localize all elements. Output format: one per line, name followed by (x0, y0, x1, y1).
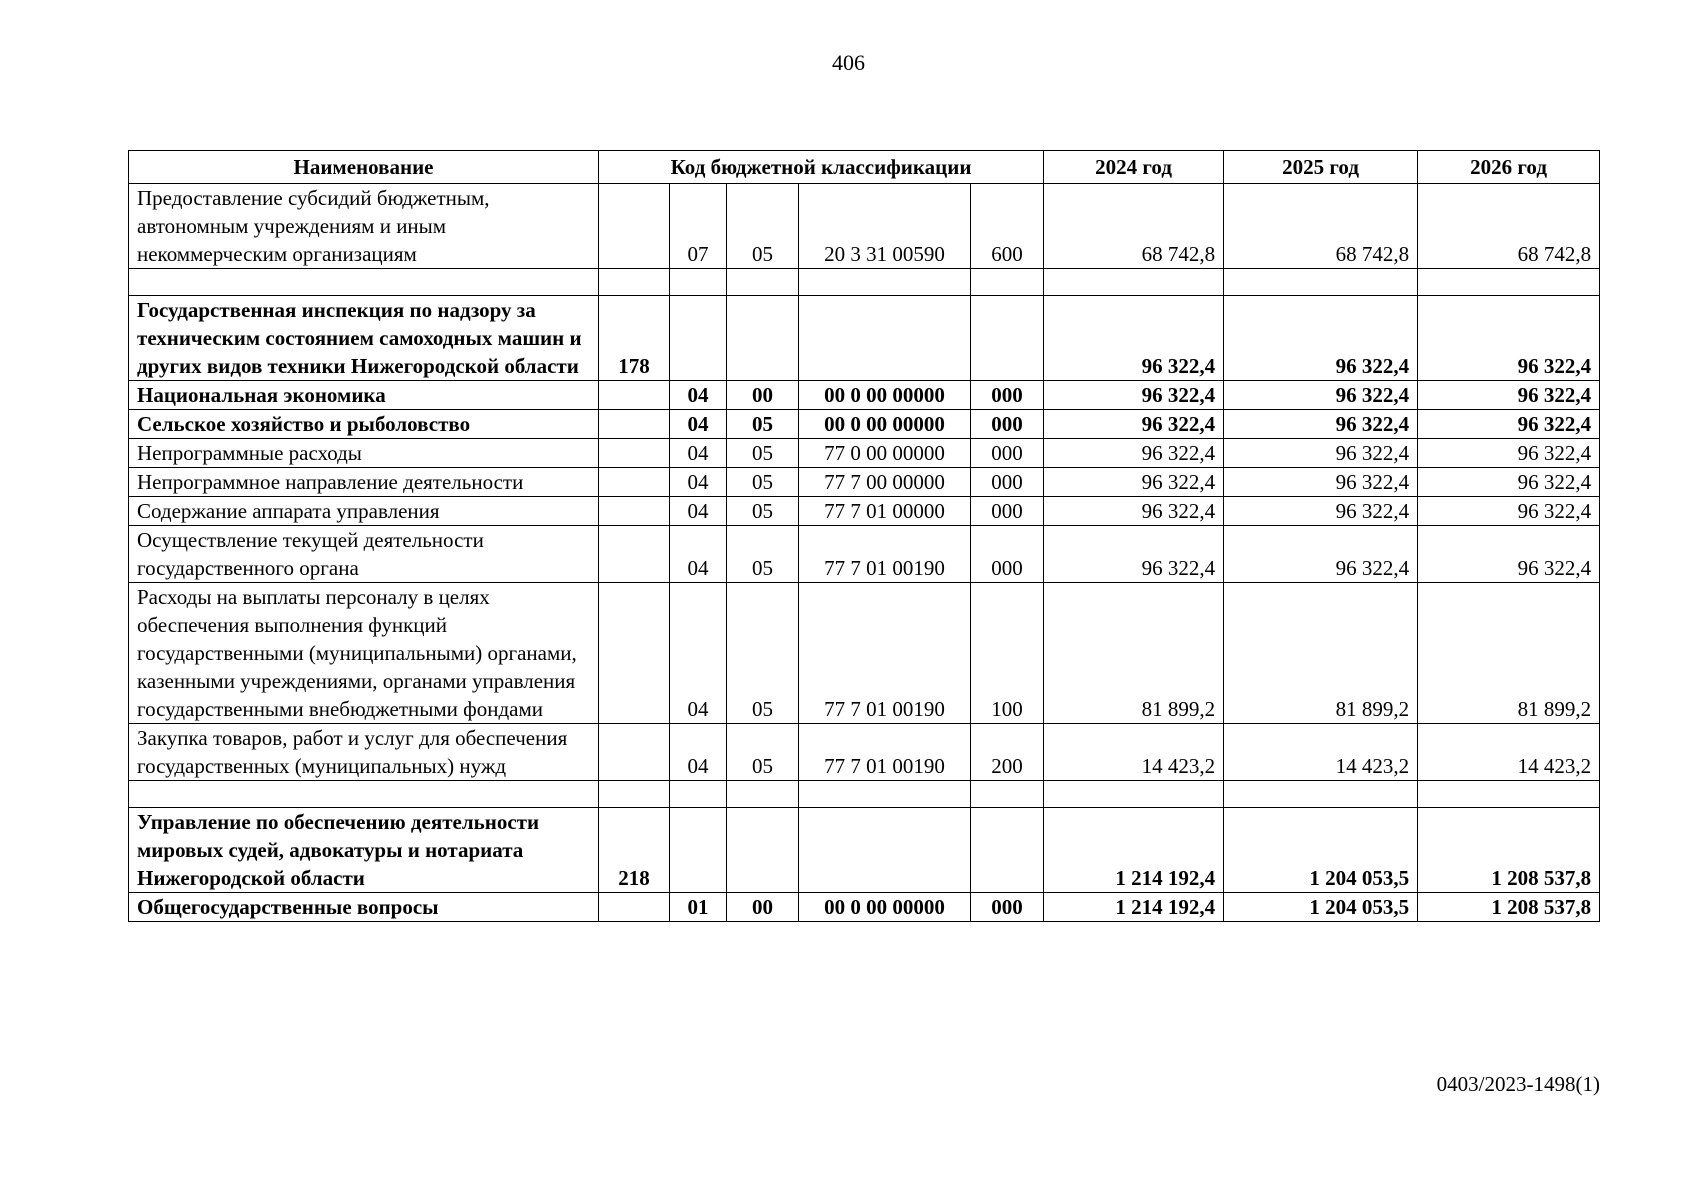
row-vr: 000 (971, 381, 1044, 410)
row-2025: 68 742,8 (1224, 184, 1418, 269)
row-2025: 14 423,2 (1224, 724, 1418, 781)
row-csr: 00 0 00 00000 (799, 893, 971, 922)
row-pr: 05 (727, 724, 799, 781)
row-csr (799, 808, 971, 893)
row-name: Закупка товаров, работ и услуг для обеспечения государственных (муниципальных) нужд (129, 724, 599, 781)
row-rz: 04 (670, 526, 727, 583)
budget-table (128, 150, 1600, 922)
row-rz: 04 (670, 583, 727, 724)
row-csr: 77 7 01 00000 (799, 497, 971, 526)
row-2025: 96 322,4 (1224, 526, 1418, 583)
row-2026: 81 899,2 (1418, 583, 1600, 724)
row-rz: 04 (670, 724, 727, 781)
row-2025: 96 322,4 (1224, 468, 1418, 497)
row-vr: 200 (971, 724, 1044, 781)
page-number: 406 (832, 50, 865, 75)
header-code: Код бюджетной классификации (599, 151, 1044, 184)
row-2026: 96 322,4 (1418, 468, 1600, 497)
row-2024: 96 322,4 (1044, 497, 1224, 526)
row-vr: 000 (971, 526, 1044, 583)
row-pr (727, 808, 799, 893)
row-rz: 04 (670, 381, 727, 410)
row-csr: 00 0 00 00000 (799, 410, 971, 439)
table-row (129, 439, 1600, 468)
header-2024: 2024 год (1044, 151, 1224, 184)
row-name: Сельское хозяйство и рыболовство (129, 410, 599, 439)
row-vr: 000 (971, 497, 1044, 526)
row-2025: 96 322,4 (1224, 296, 1418, 381)
row-ved (599, 410, 670, 439)
table-row (129, 893, 1600, 922)
spacer-row (129, 781, 1600, 808)
row-2026: 96 322,4 (1418, 381, 1600, 410)
row-2026: 96 322,4 (1418, 526, 1600, 583)
table-row (129, 468, 1600, 497)
row-2024: 96 322,4 (1044, 296, 1224, 381)
row-2024: 96 322,4 (1044, 381, 1224, 410)
row-vr: 000 (971, 468, 1044, 497)
table-row (129, 583, 1600, 724)
row-csr: 77 0 00 00000 (799, 439, 971, 468)
row-ved (599, 184, 670, 269)
header-2026: 2026 год (1418, 151, 1600, 184)
row-pr: 05 (727, 583, 799, 724)
row-ved: 178 (599, 296, 670, 381)
row-2026: 14 423,2 (1418, 724, 1600, 781)
row-rz: 04 (670, 410, 727, 439)
row-csr: 77 7 01 00190 (799, 526, 971, 583)
row-rz: 04 (670, 439, 727, 468)
row-pr (727, 296, 799, 381)
row-2026: 96 322,4 (1418, 439, 1600, 468)
table-row (129, 410, 1600, 439)
row-vr: 000 (971, 439, 1044, 468)
row-rz (670, 296, 727, 381)
row-name: Предоставление субсидий бюджетным, автономным учреждениям и иным некоммерческим организациям (129, 184, 599, 269)
row-2026: 96 322,4 (1418, 497, 1600, 526)
row-2026: 96 322,4 (1418, 410, 1600, 439)
row-2025: 1 204 053,5 (1224, 893, 1418, 922)
row-2026: 96 322,4 (1418, 296, 1600, 381)
row-pr: 00 (727, 381, 799, 410)
row-2024: 1 214 192,4 (1044, 893, 1224, 922)
row-2025: 81 899,2 (1224, 583, 1418, 724)
row-ved (599, 724, 670, 781)
table-row (129, 184, 1600, 269)
row-2025: 96 322,4 (1224, 381, 1418, 410)
row-name: Непрограммное направление деятельности (129, 468, 599, 497)
row-vr: 600 (971, 184, 1044, 269)
row-2025: 96 322,4 (1224, 439, 1418, 468)
row-2026: 1 208 537,8 (1418, 893, 1600, 922)
row-vr: 000 (971, 893, 1044, 922)
header-2025: 2025 год (1224, 151, 1418, 184)
row-2024: 96 322,4 (1044, 439, 1224, 468)
row-2024: 68 742,8 (1044, 184, 1224, 269)
row-name: Непрограммные расходы (129, 439, 599, 468)
row-pr: 05 (727, 439, 799, 468)
header-row (129, 151, 1600, 184)
row-vr: 100 (971, 583, 1044, 724)
row-2024: 14 423,2 (1044, 724, 1224, 781)
row-2026: 1 208 537,8 (1418, 808, 1600, 893)
row-csr: 77 7 01 00190 (799, 583, 971, 724)
row-2026: 68 742,8 (1418, 184, 1600, 269)
row-rz: 04 (670, 497, 727, 526)
table-row (129, 526, 1600, 583)
row-ved (599, 583, 670, 724)
row-ved (599, 893, 670, 922)
row-vr (971, 808, 1044, 893)
row-2024: 81 899,2 (1044, 583, 1224, 724)
row-pr: 05 (727, 526, 799, 583)
table-row (129, 808, 1600, 893)
row-2024: 1 214 192,4 (1044, 808, 1224, 893)
row-pr: 05 (727, 410, 799, 439)
row-name: Управление по обеспечению деятельности мировых судей, адвокатуры и нотариата Нижегородской области (129, 808, 599, 893)
row-ved (599, 526, 670, 583)
row-2025: 1 204 053,5 (1224, 808, 1418, 893)
row-csr (799, 296, 971, 381)
row-name: Государственная инспекция по надзору за техническим состоянием самоходных машин и других видов техники Нижегородской области (129, 296, 599, 381)
row-rz: 07 (670, 184, 727, 269)
row-pr: 05 (727, 184, 799, 269)
table-row (129, 724, 1600, 781)
row-2024: 96 322,4 (1044, 410, 1224, 439)
row-name: Осуществление текущей деятельности государственного органа (129, 526, 599, 583)
row-ved: 218 (599, 808, 670, 893)
row-vr (971, 296, 1044, 381)
row-2025: 96 322,4 (1224, 410, 1418, 439)
table-row (129, 381, 1600, 410)
row-csr: 77 7 01 00190 (799, 724, 971, 781)
row-ved (599, 497, 670, 526)
row-2025: 96 322,4 (1224, 497, 1418, 526)
document-code: 0403/2023-1498(1) (1436, 1072, 1600, 1096)
spacer-row (129, 269, 1600, 296)
row-pr: 05 (727, 468, 799, 497)
row-rz (670, 808, 727, 893)
row-2024: 96 322,4 (1044, 526, 1224, 583)
table-row (129, 497, 1600, 526)
row-csr: 20 3 31 00590 (799, 184, 971, 269)
row-2024: 96 322,4 (1044, 468, 1224, 497)
row-pr: 00 (727, 893, 799, 922)
row-ved (599, 468, 670, 497)
row-name: Национальная экономика (129, 381, 599, 410)
row-csr: 00 0 00 00000 (799, 381, 971, 410)
row-pr: 05 (727, 497, 799, 526)
table-row (129, 296, 1600, 381)
row-ved (599, 381, 670, 410)
row-name: Общегосударственные вопросы (129, 893, 599, 922)
row-rz: 01 (670, 893, 727, 922)
header-name: Наименование (129, 151, 599, 184)
row-csr: 77 7 00 00000 (799, 468, 971, 497)
row-rz: 04 (670, 468, 727, 497)
row-vr: 000 (971, 410, 1044, 439)
row-ved (599, 439, 670, 468)
row-name: Содержание аппарата управления (129, 497, 599, 526)
row-name: Расходы на выплаты персоналу в целях обеспечения выполнения функций государственными (муниципальными) органами, казенными учреждениями, органами управления государственными внебюджетными фондами (129, 583, 599, 724)
